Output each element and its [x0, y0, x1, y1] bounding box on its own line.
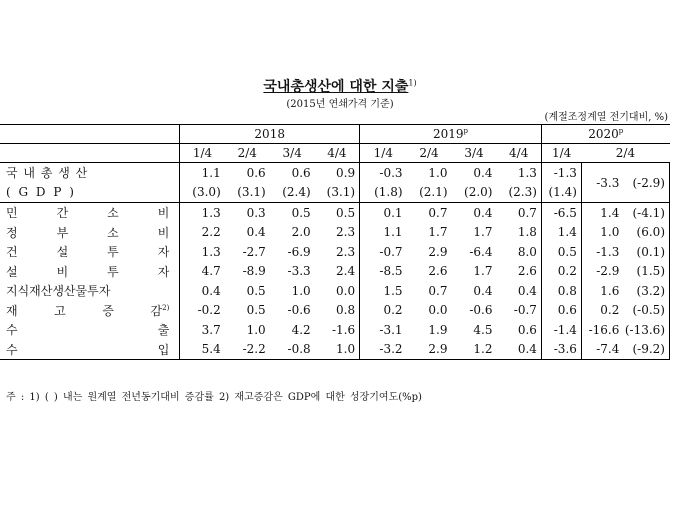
table-cell: 1.1 [180, 163, 225, 183]
table-cell: (2.3) [496, 183, 541, 203]
table-cell: -6.4 [469, 244, 493, 259]
table-cell: -6.9 [287, 244, 311, 259]
table-cell: 0.8 [541, 281, 581, 301]
table-cell: 1.7 [473, 225, 493, 240]
quarter-header: 1/4 [360, 144, 407, 163]
table-cell: 0.0 [336, 283, 356, 298]
table-cell: 0.5 [246, 303, 266, 318]
table-cell: -3.1 [360, 320, 407, 340]
table-cell: 1.3 [517, 165, 537, 180]
table-cell: 0.5 [541, 242, 581, 262]
table-cell: 1.2 [452, 340, 497, 360]
table-cell: (1.4) [541, 183, 581, 203]
table-cell: -3.2 [360, 340, 407, 360]
table-cell: 0.4 [473, 165, 493, 180]
table-row [0, 281, 670, 301]
table-cell: 0.7 [428, 205, 448, 220]
table-cell: 0.2 [360, 301, 407, 321]
table-cell: -1.6 [331, 322, 356, 337]
table-row [0, 320, 670, 340]
table-cell: -8.9 [242, 264, 266, 279]
table-cell: 0.7 [517, 205, 537, 220]
table-cell: 2.3 [336, 225, 356, 240]
table-cell: 4.2 [291, 322, 311, 337]
table-cell: (3.1) [225, 183, 270, 203]
quarter-header: 1/4 [180, 144, 225, 163]
gdp-expenditure-table [0, 124, 670, 360]
table-cell: -0.8 [270, 340, 315, 360]
row-label: 건 설 투 자 [6, 245, 170, 260]
table-cell: 1.7 [428, 225, 448, 240]
table-cell: 1.8 [517, 225, 537, 240]
table-cell: 2.6 [428, 264, 448, 279]
table-cell: 1.5 [360, 281, 407, 301]
table-cell: 5.4 [180, 340, 225, 360]
table-cell-highlight: -3.3 [581, 163, 623, 203]
table-cell: 1.9 [428, 322, 448, 337]
table-cell: -0.3 [360, 163, 407, 183]
quarter-header: 4/4 [315, 144, 360, 163]
table-title [0, 76, 680, 96]
table-cell: 2.6 [517, 264, 537, 279]
table-cell: -0.7 [360, 242, 407, 262]
table-cell: -0.2 [180, 301, 225, 321]
quarter-header: 2/4 [407, 144, 452, 163]
table-cell: 0.0 [428, 303, 448, 318]
table-cell: 2.0 [291, 225, 311, 240]
table-cell: -8.5 [360, 262, 407, 282]
table-cell: 1.7 [473, 264, 493, 279]
table-row [0, 242, 670, 262]
table-cell: 2.9 [407, 340, 452, 360]
table-cell: -0.7 [513, 303, 537, 318]
table-cell: -1.3 [541, 163, 581, 183]
table-cell: 0.9 [336, 165, 356, 180]
table-cell: 0.7 [428, 283, 448, 298]
table-row-gdp [0, 163, 670, 183]
table-cell: (6.0) [623, 223, 669, 243]
year-header-row [0, 125, 670, 144]
table-cell: (2.4) [270, 183, 315, 203]
table-cell: 0.6 [291, 165, 311, 180]
table-cell: 0.4 [180, 281, 225, 301]
table-cell: -0.6 [469, 303, 493, 318]
table-cell: 1.4 [541, 223, 581, 243]
table-cell: (0.1) [623, 242, 669, 262]
table-cell: -0.6 [287, 303, 311, 318]
title-footnote-marker: 1) [408, 78, 417, 88]
table-row-gdp-yoy [0, 183, 670, 203]
table-cell: 1.4 [581, 203, 623, 223]
table-cell: 0.5 [336, 205, 356, 220]
table-cell: 0.3 [246, 205, 266, 220]
table-cell: (3.1) [315, 183, 360, 203]
table-cell: 0.4 [496, 340, 541, 360]
table-cell: -16.6 [581, 320, 623, 340]
row-label: 수 출 [6, 323, 170, 338]
table-cell: -7.4 [581, 340, 623, 360]
table-cell: 1.3 [180, 203, 225, 223]
quarter-header: 1/4 [541, 144, 581, 163]
table-cell: 2.3 [336, 244, 356, 259]
table-row [0, 340, 670, 360]
table-cell: 0.6 [541, 301, 581, 321]
table-cell: -2.2 [225, 340, 270, 360]
header-blank [0, 125, 180, 144]
table-row [0, 262, 670, 282]
unit-label: (계절조정계열 전기대비, %) [544, 112, 668, 123]
table-cell: 2.2 [180, 223, 225, 243]
year-header-2019: 2019$^p$ [360, 125, 542, 144]
footnote: 주 : 1) ( ) 내는 원계열 전년동기대비 증감률 2) 재고증감은 GDP에 대한 성장기여도(%p) [6, 392, 422, 403]
table-cell: 0.5 [246, 283, 266, 298]
quarter-header: 2/4 [581, 144, 669, 163]
year-header-2018: 2018 [180, 125, 360, 144]
table-cell: (2.1) [407, 183, 452, 203]
table-cell: 0.1 [360, 203, 407, 223]
table-cell: -3.6 [541, 340, 581, 360]
row-label: 민 간 소 비 [6, 206, 170, 221]
table-cell: 0.4 [246, 225, 266, 240]
table-cell: 3.7 [180, 320, 225, 340]
row-label: 설 비 투 자 [6, 264, 170, 279]
table-cell-highlight: (-2.9) [623, 163, 669, 203]
table-cell: 0.2 [541, 262, 581, 282]
table-cell: (-4.1) [623, 203, 669, 223]
table-cell: 1.0 [315, 340, 360, 360]
table-cell: 2.4 [336, 264, 356, 279]
table-cell: -3.3 [287, 264, 311, 279]
table-cell: (-0.5) [623, 301, 669, 321]
table-cell: (-9.2) [623, 340, 669, 360]
table-cell: (2.0) [452, 183, 497, 203]
table-cell: 0.8 [336, 303, 356, 318]
table-cell: 0.2 [581, 301, 623, 321]
header-blank [0, 144, 180, 163]
table-cell: 8.0 [517, 244, 537, 259]
table-cell: (3.0) [180, 183, 225, 203]
row-label: 수 입 [0, 340, 180, 360]
table-cell: 0.4 [473, 283, 493, 298]
table-cell: (-13.6) [623, 320, 669, 340]
quarter-header: 3/4 [270, 144, 315, 163]
table-cell: -1.4 [541, 320, 581, 340]
table-cell: 0.6 [246, 165, 266, 180]
row-label-gdp-abbr: ( G D P ) [0, 183, 180, 203]
year-header-2020: 2020$^p$ [541, 125, 669, 144]
table-cell: (1.8) [360, 183, 407, 203]
table-cell: 1.1 [360, 223, 407, 243]
title-text: 국내총생산에 대한 지출 [263, 79, 409, 95]
table-cell: (1.5) [623, 262, 669, 282]
table-cell: -2.7 [242, 244, 266, 259]
row-label: 지식재산생산물투자 [6, 284, 111, 299]
table-cell: 1.0 [428, 165, 448, 180]
table-subtitle: (2015년 연쇄가격 기준) [286, 99, 394, 110]
table-cell: -6.5 [541, 203, 581, 223]
table-cell: 0.5 [291, 205, 311, 220]
quarter-header: 2/4 [225, 144, 270, 163]
table-row [0, 301, 670, 321]
table-cell: -1.3 [581, 242, 623, 262]
table-cell: 0.6 [517, 322, 537, 337]
row-label: 정 부 소 비 [6, 225, 170, 240]
table-cell: 4.7 [180, 262, 225, 282]
table-cell: -2.9 [581, 262, 623, 282]
row-label-gdp: 국 내 총 생 산 [6, 166, 89, 181]
table-cell: 1.0 [291, 283, 311, 298]
table-cell: 1.0 [581, 223, 623, 243]
table-cell: 0.4 [473, 205, 493, 220]
row-label: 재 고 증 감$^{2)}$ [6, 303, 170, 318]
table-row [0, 223, 670, 243]
table-cell: (3.2) [623, 281, 669, 301]
table-cell: 1.3 [180, 242, 225, 262]
quarter-header: 4/4 [496, 144, 541, 163]
table-cell: 1.0 [246, 322, 266, 337]
table-row [0, 203, 670, 223]
quarter-header: 3/4 [452, 144, 497, 163]
table-cell: 2.9 [428, 244, 448, 259]
table-cell: 1.6 [581, 281, 623, 301]
table-cell: 0.4 [517, 283, 537, 298]
table-cell: 4.5 [473, 322, 493, 337]
quarter-header-row [0, 144, 670, 163]
